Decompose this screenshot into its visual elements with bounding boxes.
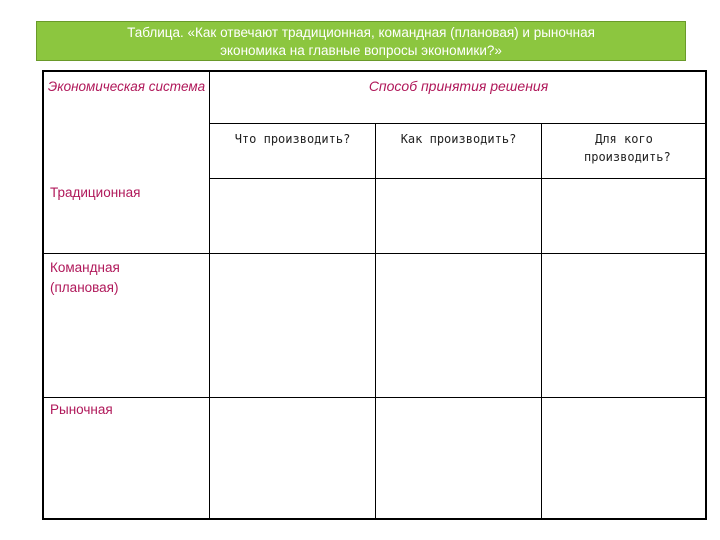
row-label-traditional: Традиционная <box>50 185 141 200</box>
subheader-what: Что производить? <box>234 132 351 146</box>
header-decision-method: Способ принятия решения <box>368 78 549 94</box>
subheader-for-whom: Для кого производить? <box>584 132 671 164</box>
row-divider-1 <box>44 253 705 254</box>
economy-table <box>42 70 707 520</box>
row-divider-2 <box>44 397 705 398</box>
header-divider <box>209 123 705 124</box>
title-line-2: экономика на главные вопросы экономики?» <box>220 43 502 58</box>
col-divider-3 <box>541 123 542 518</box>
title-line-1: Таблица. «Как отвечают традиционная, командная (плановая) и рыночная <box>127 25 595 40</box>
row-label-market: Рыночная <box>50 402 113 417</box>
subheader-divider <box>209 178 705 179</box>
col-divider-2 <box>375 123 376 518</box>
subheader-how: Как производить? <box>400 132 517 146</box>
header-economic-system: Экономическая система <box>47 79 206 94</box>
table-title-banner <box>36 21 686 61</box>
row-label-command: Командная (плановая) <box>50 260 120 295</box>
